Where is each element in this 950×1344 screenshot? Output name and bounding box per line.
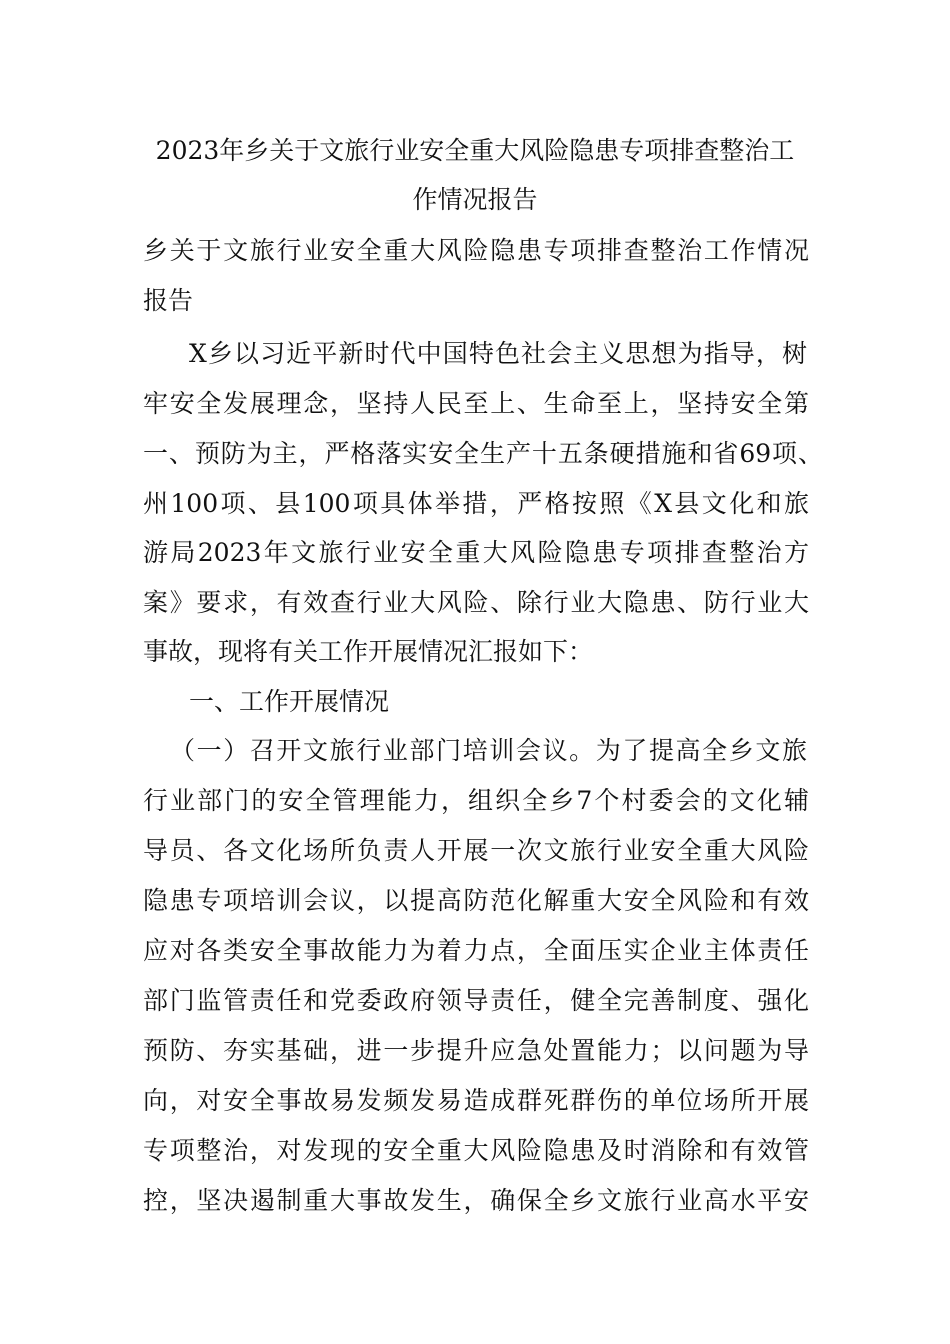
section1-line-7: 预防、夯实基础，进一步提升应急处置能力；以问题为导 [143,1036,809,1065]
section1-line-8: 向，对安全事故易发频发易造成群死群伤的单位场所开展 [143,1086,809,1115]
intro-line-2: 牢安全发展理念，坚持人民至上、生命至上，坚持安全第 [143,389,809,418]
section1-line-9: 专项整治，对发现的安全重大风险隐患及时消除和有效管 [143,1136,809,1165]
intro-line-3: 一、预防为主，严格落实安全生产十五条硬措施和省69项、 [143,439,823,468]
intro-line-4: 州100项、县100项具体举措，严格按照《X县文化和旅 [143,489,809,518]
document-title-line-1: 2023年乡关于文旅行业安全重大风险隐患专项排查整治工 [155,136,795,165]
section1-line-6: 部门监管责任和党委政府领导责任，健全完善制度、强化 [143,986,809,1015]
subtitle-line-1: 乡关于文旅行业安全重大风险隐患专项排查整治工作情况 [143,236,809,265]
intro-line-5: 游局2023年文旅行业安全重大风险隐患专项排查整治方 [143,538,809,567]
intro-line-1: X乡以习近平新时代中国特色社会主义思想为指导，树 [189,339,807,368]
section1-line-3: 导员、各文化场所负责人开展一次文旅行业安全重大风险 [143,836,809,865]
section1-line-2: 行业部门的安全管理能力，组织全乡7个村委会的文化辅 [143,786,809,815]
section1-line-1: （一）召开文旅行业部门培训会议。为了提高全乡文旅 [170,736,807,765]
document-title-line-2: 作情况报告 [412,185,538,214]
section1-line-5: 应对各类安全事故能力为着力点，全面压实企业主体责任 [143,936,809,965]
intro-line-6: 案》要求，有效查行业大风险、除行业大隐患、防行业大 [143,588,809,617]
intro-line-7: 事故，现将有关工作开展情况汇报如下： [143,637,594,666]
section-heading: 一、工作开展情况 [189,687,390,716]
subtitle-line-2: 报告 [143,286,194,315]
section1-line-10: 控，坚决遏制重大事故发生，确保全乡文旅行业高水平安 [143,1186,809,1215]
section1-line-4: 隐患专项培训会议，以提高防范化解重大安全风险和有效 [143,886,809,915]
